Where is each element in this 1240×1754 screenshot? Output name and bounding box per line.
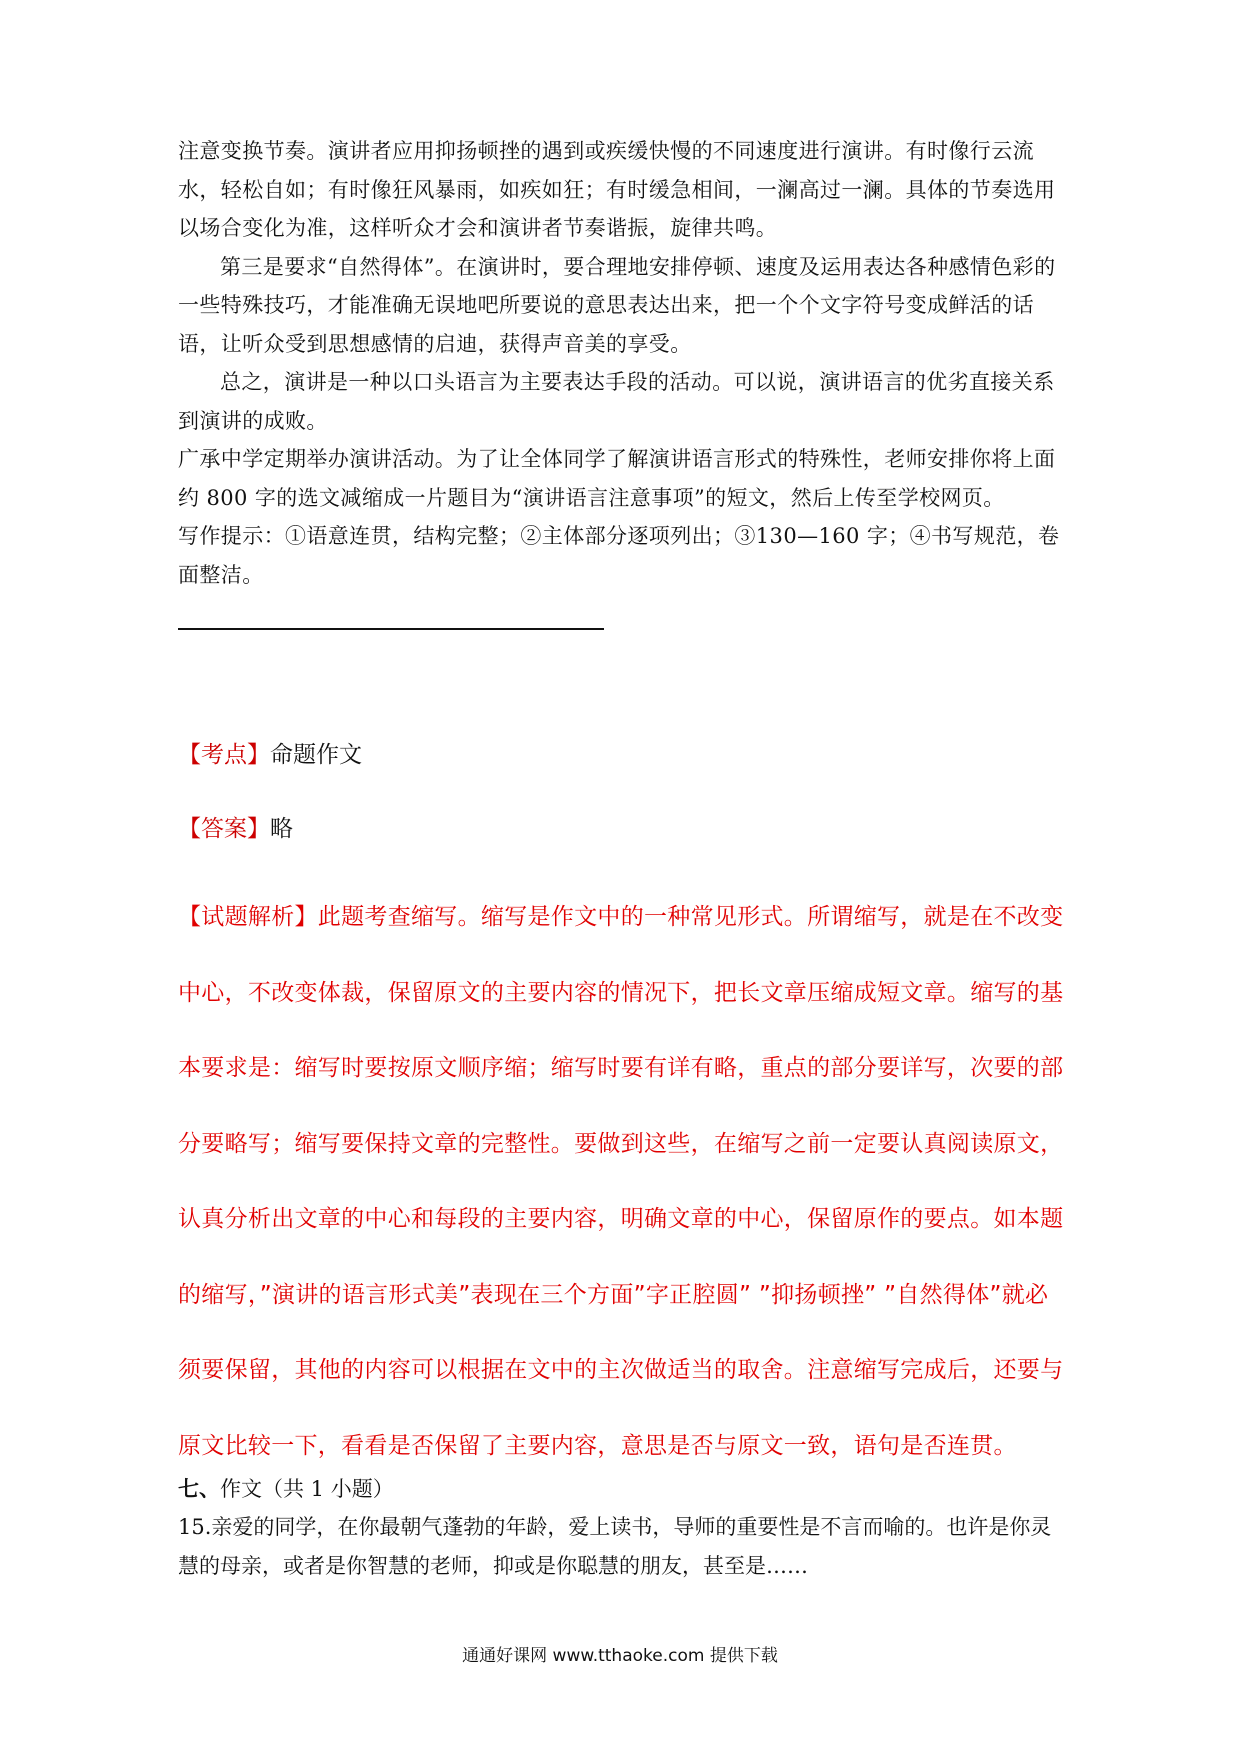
task-prompt: 广承中学定期举办演讲活动。为了让全体同学了解演讲语言形式的特殊性，老师安排你将上面约 800 字的选文减缩成一片题目为“演讲语言注意事项”的短文，然后上传至学校网页。 <box>178 447 1056 510</box>
answer-line <box>178 628 604 630</box>
passage-paragraph-1: 注意变换节奏。演讲者应用抑扬顿挫的遇到或疾缓快慢的不同速度进行演讲。有时像行云流水，轻松自如；有时像狂风暴雨，如疾如狂；有时缓急相间，一澜高过一澜。具体的节奏选用以场合变化为准，这样听众才会和演讲者节奏谐振，旋律共鸣。 <box>178 139 1056 240</box>
kaodian-label: 【考点】 <box>178 742 270 768</box>
kaodian-line <box>178 736 362 769</box>
passage-paragraph-3: 总之，演讲是一种以口头语言为主要表达手段的活动。可以说，演讲语言的优劣直接关系到演讲的成败。 <box>178 370 1055 433</box>
daan-label: 【答案】 <box>178 816 270 842</box>
analysis-text: 【试题解析】此题考查缩写。缩写是作文中的一种常见形式。所谓缩写，就是在不改变中心，不改变体裁，保留原文的主要内容的情况下，把长文章压缩成短文章。缩写的基本要求是：缩写时要按原文顺序缩；缩写时要有详有略，重点的部分要详写，次要的部分要略写；缩写要保持文章的完整性。要做到这些，在缩写之前一定要认真阅读原文，认真分析出文章的中心和每段的主要内容，明确文章的中心，保留原作的要点。如本题的缩写，”演讲的语言形式美”表现在三个方面”字正腔圆” ”抑扬顿挫” ”自然得体”就必须要保留，其他的内容可以根据在文中的主次做适当的取舍。注意缩写完成后，还要与原文比较一下，看看是否保留了主要内容，意思是否与原文一致，语句是否连贯。 <box>178 904 1064 1459</box>
page-footer: 通通好课网 www.tthaoke.com 提供下载 <box>462 1646 778 1666</box>
passage-block <box>178 132 1068 594</box>
passage-paragraph-2: 第三是要求“自然得体”。在演讲时，要合理地安排停顿、速度及运用表达各种感情色彩的一些特殊技巧，才能准确无误地吧所要说的意思表达出来，把一个个文字符号变成鲜活的话语，让听众受到思想感情的启迪，获得声音美的享受。 <box>178 254 1056 356</box>
daan-value: 略 <box>270 816 293 842</box>
section-title: 作文（共 1 小题） <box>220 1477 394 1501</box>
kaodian-value: 命题作文 <box>270 742 362 768</box>
answer-line-label <box>178 810 293 843</box>
writing-hints: 写作提示：①语意连贯，结构完整；②主体部分逐项列出；③130—160 字；④书写规范，卷面整洁。 <box>178 524 1060 587</box>
question-15: 15.亲爱的同学，在你最朝气蓬勃的年龄，爱上读书，导师的重要性是不言而喻的。也许是你灵慧的母亲，或者是你智慧的老师，抑或是你聪慧的朋友，甚至是…… <box>178 1515 1052 1578</box>
section-heading <box>178 1470 394 1508</box>
section-number: 七、 <box>178 1477 220 1501</box>
